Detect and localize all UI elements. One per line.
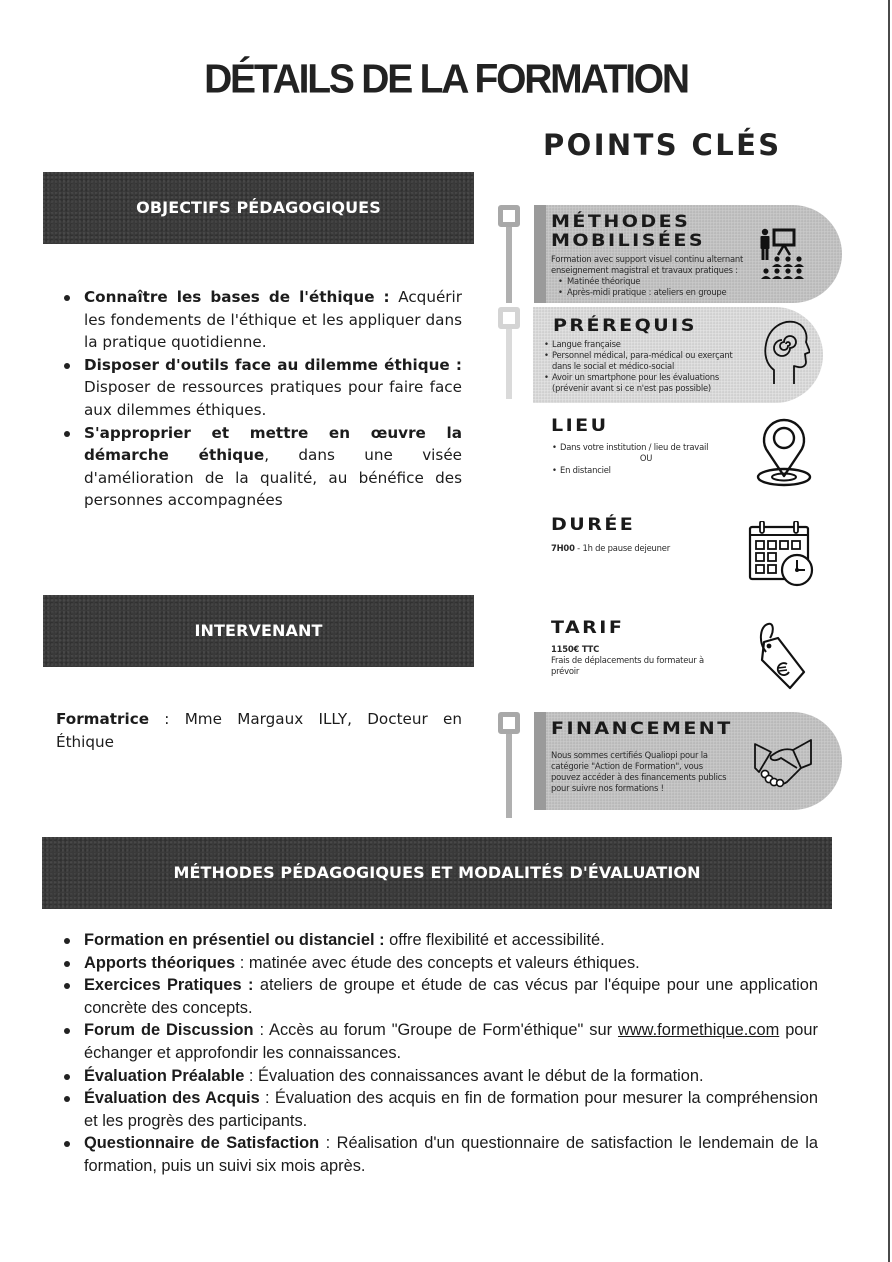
key-point-financement <box>551 720 766 794</box>
methodes-item: • Matinée théorique <box>551 276 751 287</box>
objective-title: Connaître les bases de l'éthique : <box>84 288 390 306</box>
duree-title: DURÉE <box>551 515 636 535</box>
timeline-node <box>498 307 520 329</box>
method-text: : Évaluation des connaissances avant le début de la formation. <box>244 1066 704 1085</box>
method-text: : Évaluation des acquis en fin de formation pour mesurer la compréhension et les progrès des participants. <box>84 1089 818 1130</box>
presentation-icon <box>757 228 819 284</box>
method-item <box>56 1019 818 1064</box>
timeline-connector <box>506 329 512 399</box>
prerequis-item: • Langue française <box>543 339 753 350</box>
lieu-item: • Dans votre institution / lieu de travail <box>551 442 741 453</box>
methodes-item: • Après-midi pratique : ateliers en groupe <box>551 287 751 298</box>
key-point-methodes <box>551 213 751 298</box>
methodes-heading: MÉTHODES PÉDAGOGIQUES ET MODALITÉS D'ÉVALUATION <box>173 862 701 882</box>
timeline-bar <box>534 712 546 810</box>
key-point-duree <box>551 516 751 554</box>
timeline-connector <box>506 734 512 818</box>
method-title: Évaluation Préalable <box>84 1066 245 1085</box>
financement-text: Nous sommes certifiés Qualiopi pour la catégorie "Action de Formation", vous pouvez accéder à des financements publics pour suivre nos formations ! <box>551 750 727 793</box>
location-pin-icon <box>756 416 812 488</box>
method-item <box>56 1132 818 1177</box>
euro-price-tag-icon <box>758 622 808 692</box>
method-text: ateliers de groupe et étude de cas vécus par l'équipe pour une application concrète des concepts. <box>84 976 818 1017</box>
key-point-prerequis <box>553 317 763 394</box>
page-title: DÉTAILS DE LA FORMATION <box>204 56 688 103</box>
financement-title: FINANCEMENT <box>551 719 733 739</box>
objective-title: S'approprier et mettre en œuvre la démarche éthique <box>84 423 462 465</box>
timeline-connector <box>506 227 512 303</box>
intervenant-value: Mme Margaux ILLY, Docteur en Éthique <box>56 710 462 751</box>
tarif-title: TARIF <box>551 618 625 638</box>
scan-edge-line <box>888 0 890 1262</box>
tarif-note: Frais de déplacements du formateur à prévoir <box>551 655 704 676</box>
method-title: Formation en présentiel ou distanciel : <box>84 931 385 949</box>
lieu-or: OU <box>639 453 653 463</box>
method-item <box>56 1065 818 1088</box>
duree-text: - 1h de pause dejeuner <box>574 543 670 553</box>
methods-list <box>56 929 818 1178</box>
method-title: Apports théoriques <box>84 953 236 972</box>
method-text: : matinée avec étude des concepts et valeurs éthiques. <box>235 953 640 972</box>
intervenant-label: Formatrice <box>56 710 150 728</box>
lieu-item: • En distanciel <box>551 465 741 476</box>
prerequis-item: • Avoir un smartphone pour les évaluations (prévenir avant si ce n'est pas possible) <box>543 372 753 394</box>
lieu-title: LIEU <box>551 416 609 436</box>
methodes-intro: Formation avec support visuel continu alternant enseignement magistral et travaux pratiques : <box>551 254 744 275</box>
objectifs-banner <box>43 172 474 244</box>
objective-text: Disposer de ressources pratiques pour faire face aux dilemmes éthiques. <box>84 378 462 419</box>
method-title: Questionnaire de Satisfaction <box>84 1134 320 1153</box>
method-text: : Accès au forum "Groupe de Form'éthique" sur <box>253 1021 618 1040</box>
methodes-banner <box>42 837 832 909</box>
intervenant-separator: : <box>149 710 185 728</box>
methodes-title-line1: MÉTHODES <box>551 212 691 232</box>
method-item <box>56 1087 818 1132</box>
intervenant-banner <box>43 595 474 667</box>
objective-item <box>56 354 462 422</box>
timeline-bar <box>534 205 546 303</box>
method-text: pour échanger et approfondir les connaissances. <box>84 1021 818 1062</box>
method-item <box>56 929 818 952</box>
objective-title: Disposer d'outils face au dilemme éthique : <box>84 355 462 374</box>
objective-item <box>56 286 462 354</box>
method-title: Forum de Discussion <box>84 1021 254 1040</box>
intervenant-text <box>56 708 462 753</box>
head-spiral-icon <box>764 318 810 386</box>
method-item <box>56 952 818 975</box>
objectives-list <box>56 286 462 512</box>
method-title: Évaluation des Acquis <box>84 1089 260 1108</box>
key-point-lieu <box>551 417 751 476</box>
calendar-clock-icon <box>748 521 818 587</box>
timeline-node <box>498 712 520 734</box>
objective-item <box>56 422 462 512</box>
timeline-node <box>498 205 520 227</box>
key-point-tarif <box>551 619 751 677</box>
tarif-price: 1150€ TTC <box>551 644 600 654</box>
intervenant-heading: INTERVENANT <box>194 620 323 640</box>
method-title: Exercices Pratiques : <box>84 976 254 995</box>
method-text: : Réalisation d'un questionnaire de satisfaction le lendemain de la formation, puis un suivi six mois après. <box>84 1134 818 1175</box>
methodes-title-line2: MOBILISÉES <box>551 231 706 251</box>
prerequis-item: • Personnel médical, para-médical ou exerçant dans le social et médico-social <box>543 350 753 372</box>
handshake-icon <box>753 738 813 788</box>
objective-text: , dans une visée d'amélioration de la qualité, au bénéfice des personnes accompagnées <box>84 446 463 510</box>
objective-text: Acquérir les fondements de l'éthique et les appliquer dans la pratique quotidienne. <box>84 288 462 352</box>
prerequis-title: PRÉREQUIS <box>553 316 697 336</box>
key-points-title: POINTS CLÉS <box>543 128 782 162</box>
objectifs-heading: OBJECTIFS PÉDAGOGIQUES <box>136 197 381 217</box>
forum-link[interactable]: www.formethique.com <box>618 1021 780 1040</box>
duree-hours: 7H00 <box>551 543 575 553</box>
method-item <box>56 974 818 1019</box>
method-text: offre flexibilité et accessibilité. <box>384 931 605 949</box>
